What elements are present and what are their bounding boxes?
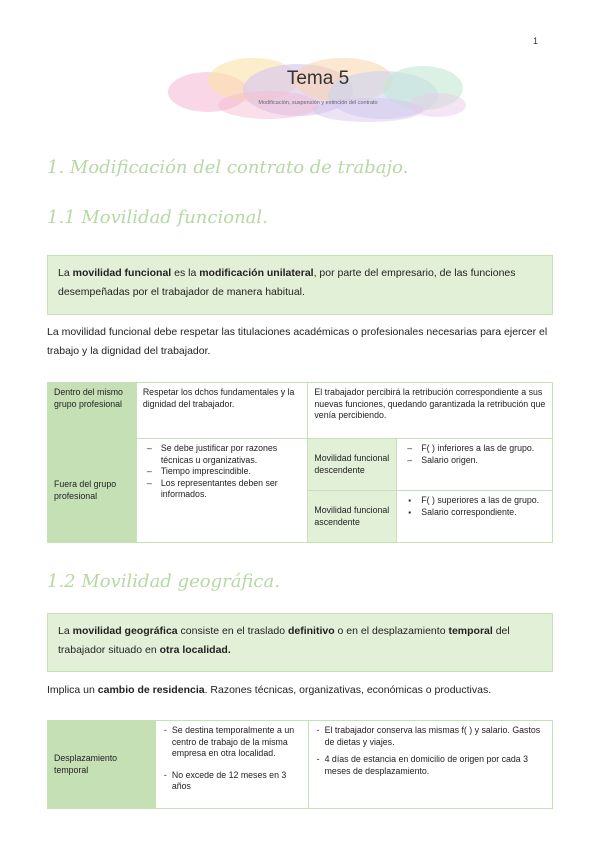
callout-text: es la — [171, 267, 200, 279]
list-item: – Se debe justificar por razones técnicas u organizativas. — [143, 443, 302, 466]
title-banner — [168, 50, 468, 130]
table-cell — [136, 439, 308, 543]
row-label: Fuera del grupo profesional — [48, 439, 137, 543]
bullet-list — [403, 495, 546, 518]
table-row — [48, 383, 553, 439]
row-label: Dentro del mismo grupo profesional — [48, 383, 137, 439]
table-cell: El trabajador percibirá la retribución correspondiente a sus nuevas funciones, quedando garantizada la retribución que venía percibiendo. — [308, 383, 553, 439]
movilidad-funcional-table — [47, 382, 553, 543]
callout-text: consiste en el traslado — [177, 625, 288, 637]
callout-bold: temporal — [448, 625, 493, 637]
table-cell — [308, 721, 552, 809]
document-subtitle: Modificación, suspensión y extinción del contrato — [258, 100, 378, 106]
definition-callout-movilidad-funcional — [47, 255, 553, 315]
para-text: . Razones técnicas, organizativas, económicas o productivas. — [204, 684, 492, 696]
callout-text: , por parte del empresario, de las funciones desempeñadas por el trabajador de manera habitual. — [58, 267, 516, 298]
paragraph-cambio-residencia — [47, 681, 557, 700]
para-bold: cambio de residencia — [97, 684, 205, 696]
table-cell — [155, 721, 308, 809]
list-item: ▪ Salario correspondiente. — [403, 507, 546, 519]
paragraph-titulaciones: La movilidad funcional debe respetar las titulaciones académicas o profesionales necesarias para ejercer el trabajo y la dignidad del trabajador. — [47, 326, 548, 357]
table-cell: Respetar los dchos fundamentales y la dignidad del trabajador. — [136, 383, 308, 439]
callout-text: La — [58, 625, 73, 637]
table-cell — [397, 491, 553, 543]
bullet-list — [403, 443, 546, 466]
table-row — [48, 721, 553, 809]
callout-text: o en el desplazamiento — [334, 625, 449, 637]
watercolor-splash-icon — [168, 50, 468, 130]
sub-label-descendente: Movilidad funcional descendente — [308, 439, 397, 491]
bullet-list — [315, 725, 546, 777]
table-row — [48, 439, 553, 491]
para-text: Implica un — [47, 684, 98, 696]
list-item: - 4 días de estancia en domicilio de origen por cada 3 meses de desplazamiento. — [315, 754, 546, 777]
bullet-list — [162, 725, 302, 793]
list-item: – F( ) inferiores a las de grupo. — [403, 443, 546, 455]
page-number: 1 — [533, 36, 539, 46]
callout-text: La — [58, 267, 73, 279]
heading-movilidad-funcional: 1.1 Movilidad funcional. — [47, 207, 268, 228]
row-label: Desplazamiento temporal — [48, 721, 156, 809]
callout-bold: otra localidad. — [159, 644, 231, 656]
definition-callout-movilidad-geografica — [47, 613, 553, 672]
callout-bold: modificación unilateral — [199, 267, 314, 279]
desplazamiento-temporal-table — [47, 720, 553, 809]
callout-bold: movilidad funcional — [72, 267, 172, 279]
sub-label-ascendente: Movilidad funcional ascendente — [308, 491, 397, 543]
callout-text: del trabajador situado en — [58, 625, 510, 656]
list-item: - Se destina temporalmente a un centro de trabajo de la misma empresa en otra localidad. — [162, 725, 302, 760]
list-item: – Salario origen. — [403, 455, 546, 467]
callout-bold: movilidad geográfica — [72, 625, 178, 637]
list-item: - No excede de 12 meses en 3 años — [162, 770, 302, 793]
document-title: Tema 5 — [286, 68, 350, 89]
list-item: – Tiempo imprescindible. — [143, 466, 302, 478]
heading-movilidad-geografica: 1.2 Movilidad geográfica. — [47, 571, 280, 592]
table-cell — [397, 439, 553, 491]
list-item: ▪ F( ) superiores a las de grupo. — [403, 495, 546, 507]
bullet-list — [143, 443, 302, 501]
list-item: - El trabajador conserva las mismas f( ) y salario. Gastos de dietas y viajes. — [315, 725, 546, 748]
callout-bold: definitivo — [287, 625, 335, 637]
list-item: – Los representantes deben ser informados. — [143, 478, 302, 501]
heading-modificacion-contrato: 1. Modificación del contrato de trabajo. — [47, 157, 409, 178]
